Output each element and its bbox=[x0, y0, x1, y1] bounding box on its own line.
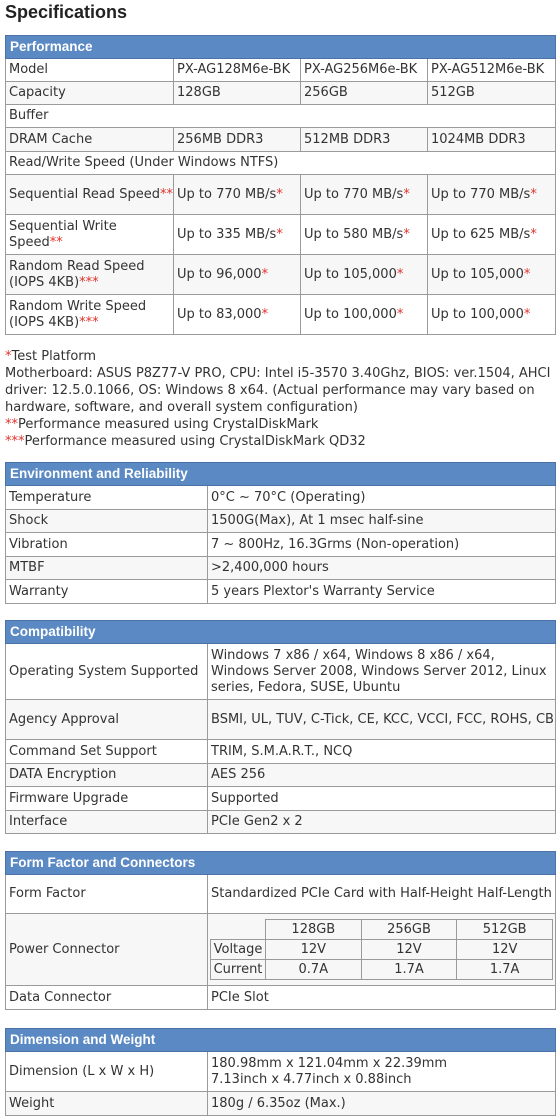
dram-value: 256MB DDR3 bbox=[174, 128, 301, 152]
power-column-header: 128GB bbox=[266, 920, 362, 940]
page-title: Specifications bbox=[5, 2, 128, 22]
capacity-label: Capacity bbox=[6, 82, 174, 105]
data-connector-label: Data Connector bbox=[6, 986, 208, 1010]
voltage-value: 12V bbox=[457, 940, 553, 960]
crystaldiskmark-qd32-note: ***Performance measured using CrystalDiskMark QD32 bbox=[5, 434, 366, 449]
rw-speed-label: Read/Write Speed (Under Windows NTFS) bbox=[6, 152, 556, 175]
mtbf-label: MTBF bbox=[6, 557, 208, 580]
table-row bbox=[6, 533, 556, 557]
mtbf-value: >2,400,000 hours bbox=[208, 557, 556, 580]
rand-write-value: Up to 100,000* bbox=[301, 295, 428, 335]
firmware-upgrade-value: Supported bbox=[208, 787, 556, 811]
seq-write-value: Up to 335 MB/s* bbox=[174, 215, 301, 255]
table-row bbox=[6, 1092, 556, 1116]
current-value: 1.7A bbox=[457, 960, 553, 980]
agency-approval-label: Agency Approval bbox=[6, 700, 208, 740]
footnote-marker: *** bbox=[79, 274, 99, 290]
rand-read-value: Up to 96,000* bbox=[174, 255, 301, 295]
warranty-value: 5 years Plextor's Warranty Service bbox=[208, 580, 556, 604]
table-row bbox=[6, 59, 556, 82]
agency-approval-value: BSMI, UL, TUV, C-Tick, CE, KCC, VCCI, FCC, ROHS, CB bbox=[208, 700, 556, 740]
os-supported-label: Operating System Supported bbox=[6, 644, 208, 700]
table-row bbox=[6, 175, 556, 215]
seq-read-value: Up to 770 MB/s* bbox=[174, 175, 301, 215]
form-factor-value: Standardized PCIe Card with Half-Height Half-Length bbox=[208, 875, 556, 914]
power-connector-label: Power Connector bbox=[6, 914, 208, 986]
dimension-label: Dimension (L x W x H) bbox=[6, 1052, 208, 1092]
seq-write-label: Sequential Write Speed** bbox=[6, 215, 174, 255]
model-value: PX-AG512M6e-BK bbox=[428, 59, 556, 82]
power-column-header: 512GB bbox=[457, 920, 553, 940]
model-label: Model bbox=[6, 59, 174, 82]
command-set-value: TRIM, S.M.A.R.T., NCQ bbox=[208, 740, 556, 764]
current-value: 0.7A bbox=[266, 960, 362, 980]
table-row bbox=[6, 295, 556, 335]
table-row bbox=[6, 82, 556, 105]
table-row bbox=[211, 960, 553, 980]
table-row bbox=[6, 914, 556, 986]
table-row bbox=[6, 215, 556, 255]
os-supported-value: Windows 7 x86 / x64, Windows 8 x86 / x64, Windows Server 2008, Windows Server 2012, Linux series, Fedora, SUSE, Ubuntu bbox=[208, 644, 556, 700]
seq-read-value: Up to 770 MB/s* bbox=[428, 175, 556, 215]
performance-header: Performance bbox=[6, 36, 556, 59]
data-connector-value: PCIe Slot bbox=[208, 986, 556, 1010]
dimension-mm: 180.98mm x 121.04mm x 22.39mm bbox=[211, 1055, 448, 1071]
rand-write-value: Up to 100,000* bbox=[428, 295, 556, 335]
table-row bbox=[6, 510, 556, 533]
form-factor-label: Form Factor bbox=[6, 875, 208, 914]
table-row bbox=[6, 557, 556, 580]
rand-write-label: Random Write Speed (IOPS 4KB)*** bbox=[6, 295, 174, 335]
compatibility-header: Compatibility bbox=[6, 621, 556, 644]
table-row bbox=[6, 486, 556, 510]
table-row bbox=[6, 740, 556, 764]
dimension-value bbox=[208, 1052, 556, 1092]
seq-read-value: Up to 770 MB/s* bbox=[301, 175, 428, 215]
table-row bbox=[6, 255, 556, 295]
rand-read-value: Up to 105,000* bbox=[301, 255, 428, 295]
table-row bbox=[6, 875, 556, 914]
temperature-label: Temperature bbox=[6, 486, 208, 510]
footnote-marker: *** bbox=[79, 314, 99, 330]
data-encryption-value: AES 256 bbox=[208, 764, 556, 787]
table-row bbox=[6, 811, 556, 834]
footnotes bbox=[5, 348, 555, 450]
capacity-value: 512GB bbox=[428, 82, 556, 105]
table-row bbox=[6, 105, 556, 128]
shock-label: Shock bbox=[6, 510, 208, 533]
rand-read-value: Up to 105,000* bbox=[428, 255, 556, 295]
table-row bbox=[6, 764, 556, 787]
rand-write-value: Up to 83,000* bbox=[174, 295, 301, 335]
command-set-label: Command Set Support bbox=[6, 740, 208, 764]
weight-value: 180g / 6.35oz (Max.) bbox=[208, 1092, 556, 1116]
data-encryption-label: DATA Encryption bbox=[6, 764, 208, 787]
model-value: PX-AG128M6e-BK bbox=[174, 59, 301, 82]
temperature-value: 0°C ~ 70°C (Operating) bbox=[208, 486, 556, 510]
interface-value: PCIe Gen2 x 2 bbox=[208, 811, 556, 834]
performance-table bbox=[5, 35, 556, 335]
seq-write-value: Up to 580 MB/s* bbox=[301, 215, 428, 255]
vibration-label: Vibration bbox=[6, 533, 208, 557]
dimension-inch: 7.13inch x 4.77inch x 0.88inch bbox=[211, 1071, 412, 1087]
footnote-marker: ** bbox=[159, 186, 173, 202]
voltage-label: Voltage bbox=[211, 940, 266, 960]
dram-label: DRAM Cache bbox=[6, 128, 174, 152]
shock-value: 1500G(Max), At 1 msec half-sine bbox=[208, 510, 556, 533]
table-row bbox=[6, 1052, 556, 1092]
footnote-marker: ** bbox=[49, 234, 63, 250]
vibration-value: 7 ~ 800Hz, 16.3Grms (Non-operation) bbox=[208, 533, 556, 557]
table-row bbox=[6, 644, 556, 700]
weight-label: Weight bbox=[6, 1092, 208, 1116]
table-row bbox=[6, 986, 556, 1010]
environment-table bbox=[5, 462, 556, 604]
table-row bbox=[211, 940, 553, 960]
table-row bbox=[6, 787, 556, 811]
dimension-header: Dimension and Weight bbox=[6, 1029, 556, 1052]
motherboard-note: Motherboard: ASUS P8Z77-V PRO, CPU: Intel i5-3570 3.40Ghz, BIOS: ver.1504, AHCI driver: 12.5.0.1066, OS: Windows 8 x64. (Actual performance may vary based on hardware, software, and overall system configuration) bbox=[5, 366, 551, 415]
test-platform-note: *Test Platform bbox=[5, 349, 97, 364]
power-connector-table bbox=[210, 919, 553, 980]
capacity-value: 128GB bbox=[174, 82, 301, 105]
seq-read-label: Sequential Read Speed** bbox=[6, 175, 174, 215]
interface-label: Interface bbox=[6, 811, 208, 834]
environment-header: Environment and Reliability bbox=[6, 463, 556, 486]
voltage-value: 12V bbox=[361, 940, 457, 960]
dram-value: 1024MB DDR3 bbox=[428, 128, 556, 152]
form-factor-header: Form Factor and Connectors bbox=[6, 852, 556, 875]
power-connector-value bbox=[208, 914, 556, 986]
dram-value: 512MB DDR3 bbox=[301, 128, 428, 152]
rand-read-label: Random Read Speed (IOPS 4KB)*** bbox=[6, 255, 174, 295]
dimension-table bbox=[5, 1028, 556, 1116]
crystaldiskmark-note: **Performance measured using CrystalDiskMark bbox=[5, 417, 319, 432]
table-row bbox=[211, 920, 553, 940]
firmware-upgrade-label: Firmware Upgrade bbox=[6, 787, 208, 811]
capacity-value: 256GB bbox=[301, 82, 428, 105]
form-factor-table bbox=[5, 851, 556, 1010]
table-row bbox=[6, 128, 556, 152]
seq-write-value: Up to 625 MB/s* bbox=[428, 215, 556, 255]
compatibility-table bbox=[5, 620, 556, 834]
power-column-header: 256GB bbox=[361, 920, 457, 940]
model-value: PX-AG256M6e-BK bbox=[301, 59, 428, 82]
voltage-value: 12V bbox=[266, 940, 362, 960]
table-row bbox=[6, 152, 556, 175]
warranty-label: Warranty bbox=[6, 580, 208, 604]
current-value: 1.7A bbox=[361, 960, 457, 980]
current-label: Current bbox=[211, 960, 266, 980]
buffer-label: Buffer bbox=[6, 105, 556, 128]
table-row bbox=[6, 700, 556, 740]
table-row bbox=[6, 580, 556, 604]
